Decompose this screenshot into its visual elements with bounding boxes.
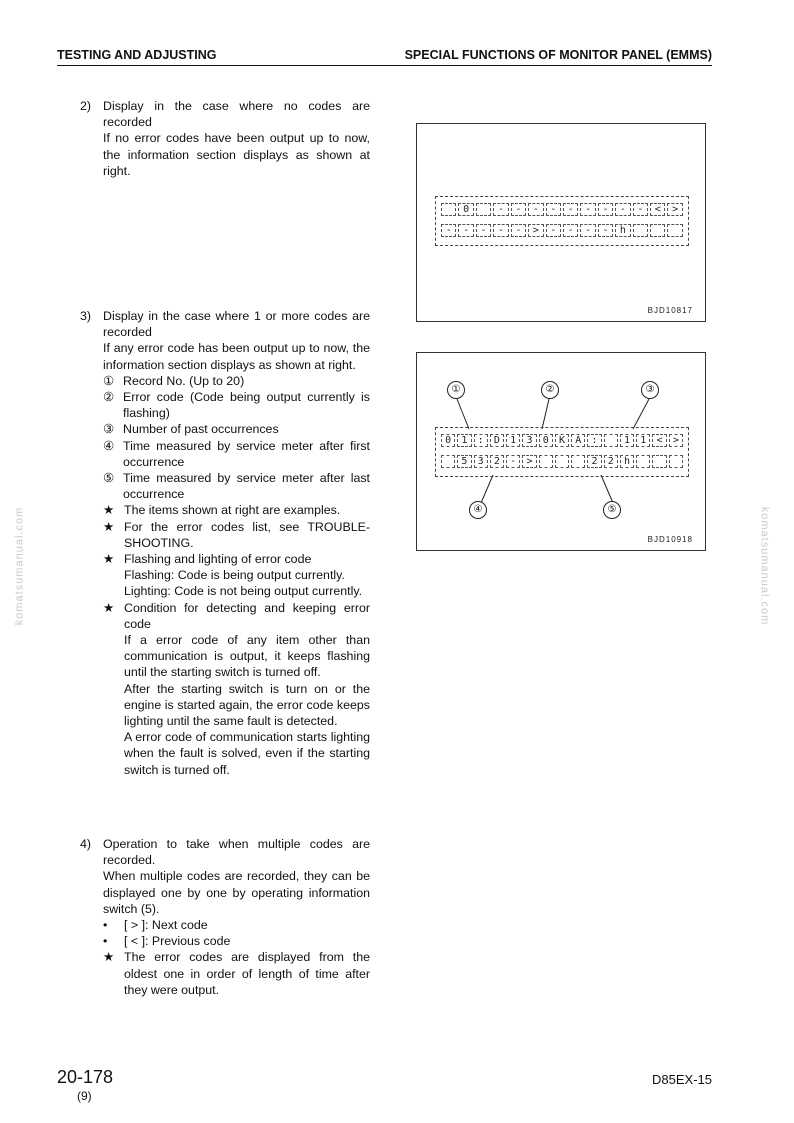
callout-3-icon: ③ (641, 381, 659, 399)
callout-4-icon: ④ (469, 501, 487, 519)
section-4 (80, 836, 370, 998)
lcd-cell: h (620, 455, 634, 468)
legend-item (103, 421, 370, 437)
legend-text: Time measured by service meter after last occurrence (123, 471, 370, 502)
lcd-cell (539, 455, 553, 468)
header-rule (57, 65, 712, 66)
lcd-cell: K (555, 434, 569, 447)
figure-codes-recorded (416, 352, 706, 551)
note-text: The error codes are displayed from the oldest one in order of length of time after they were output. (124, 950, 370, 997)
section-4-number: 4) (80, 837, 92, 851)
lcd-cell: - (511, 224, 526, 237)
bullet-icon: • (103, 918, 108, 933)
lcd-cell: - (493, 203, 508, 216)
lcd-cell: : (587, 434, 601, 447)
lcd-cell: - (598, 224, 613, 237)
callout-3-icon: ③ (103, 422, 115, 437)
lcd-cell: 2 (604, 455, 618, 468)
note-text: For the error codes list, see TROUBLE-SHOOTING. (124, 519, 370, 550)
figure-code: BJD10817 (647, 306, 693, 315)
note-item (103, 519, 370, 551)
lcd-cell: - (615, 203, 630, 216)
bullet-item (103, 917, 370, 933)
lcd-cell: - (633, 203, 648, 216)
lcd-cell: - (580, 203, 595, 216)
lcd-cell: < (650, 203, 665, 216)
lcd-cell: - (493, 224, 508, 237)
star-icon: ★ (103, 600, 115, 615)
star-icon: ★ (103, 552, 115, 567)
flash-note-line1: Flashing: Code is being output currently. (124, 568, 345, 583)
lcd-cell (652, 455, 666, 468)
lcd-cell: < (652, 434, 666, 447)
lcd-cell: 3 (522, 434, 536, 447)
lcd-cell (571, 455, 585, 468)
lcd-cell: 2 (490, 455, 504, 468)
watermark-right: komatsumanual.com (758, 506, 771, 626)
callout-2-icon: ② (541, 381, 559, 399)
note-item (103, 949, 370, 998)
lcd-cell: 1 (457, 434, 471, 447)
flash-note-title: Flashing and lighting of error code (124, 552, 312, 567)
callout-5-icon: ⑤ (103, 471, 115, 486)
lcd-cell: 0 (539, 434, 553, 447)
lcd-cell: > (522, 455, 536, 468)
legend-text: Time measured by service meter after first occurrence (123, 438, 370, 469)
lcd-cell (441, 455, 455, 468)
lcd-cell (555, 455, 569, 468)
legend-item (103, 389, 370, 421)
section-2 (80, 98, 370, 179)
figure-code: BJD10918 (647, 535, 693, 544)
lcd-cell: 1 (636, 434, 650, 447)
lcd-row-1 (440, 203, 684, 216)
lcd-cell: - (506, 455, 520, 468)
lcd-cell: - (563, 224, 578, 237)
detect-note-title: Condition for detecting and keeping error code (124, 600, 370, 631)
legend-text: Error code (Code being output currently is flashing) (123, 390, 370, 421)
lcd-cell: h (615, 224, 630, 237)
header-section-title: TESTING AND ADJUSTING (57, 48, 217, 62)
section-2-title: Display in the case where no codes are recorded (103, 99, 370, 130)
header-chapter-title: SPECIAL FUNCTIONS OF MONITOR PANEL (EMMS) (404, 48, 712, 62)
section-2-text: If no error codes have been output up to now, the information section displays as shown at right. (103, 131, 370, 178)
lcd-cell: - (528, 203, 543, 216)
lcd-cell (441, 203, 456, 216)
model-number: D85EX-15 (652, 1072, 712, 1087)
legend-item (103, 470, 370, 502)
lcd-cell: 3 (474, 455, 488, 468)
section-4-title: Operation to take when multiple codes are recorded. (103, 837, 370, 868)
callout-4-icon: ④ (103, 438, 115, 453)
lcd-row-1 (440, 434, 684, 447)
legend-item (103, 373, 370, 389)
lcd-row-2 (440, 455, 684, 468)
legend-text: Record No. (Up to 20) (123, 373, 245, 388)
detect-note-para3: A error code of communication starts lighting when the fault is solved, even if the starting switch is turned off. (124, 730, 370, 777)
detect-note-para2: After the starting switch is turn on or the engine is started again, the error code keeps lighting until the same fault is detected. (124, 681, 370, 729)
callout-5-icon: ⑤ (603, 501, 621, 519)
lcd-row-2 (440, 224, 684, 237)
star-icon: ★ (103, 950, 115, 965)
lcd-cell: 1 (620, 434, 634, 447)
lcd-cell (636, 455, 650, 468)
section-3 (80, 308, 370, 778)
note-text: The items shown at right are examples. (124, 503, 341, 518)
lcd-cell: - (476, 224, 491, 237)
section-3-number: 3) (80, 309, 92, 323)
lcd-cell: - (511, 203, 526, 216)
callout-1-icon: ① (447, 381, 465, 399)
lcd-cell (633, 224, 648, 237)
lcd-cell: 5 (457, 455, 471, 468)
bullet-icon: • (103, 934, 108, 949)
detect-note-para1: If a error code of any item other than communication is output, it keeps flashing until the starting switch is turned off. (124, 633, 370, 680)
watermark-left: komatsumanual.com (13, 506, 26, 626)
lcd-cell: - (580, 224, 595, 237)
flash-note (103, 551, 370, 600)
star-icon: ★ (103, 503, 115, 518)
lcd-cell: 1 (506, 434, 520, 447)
section-4-text: When multiple codes are recorded, they can be displayed one by one by operating information switch (5). (103, 869, 370, 916)
lcd-cell: > (528, 224, 543, 237)
callout-2-icon: ② (103, 390, 115, 405)
lcd-cell (667, 224, 682, 237)
callout-1-icon: ① (103, 373, 115, 388)
lcd-cell: : (474, 434, 488, 447)
section-3-title: Display in the case where 1 or more codes are recorded (103, 309, 370, 340)
lcd-cell: 0 (441, 434, 455, 447)
lcd-cell: > (667, 203, 682, 216)
detect-note (103, 600, 370, 778)
bullet-text: [ < ]: Previous code (124, 934, 231, 949)
lcd-cell: > (669, 434, 683, 447)
legend-item (103, 438, 370, 470)
lcd-cell (476, 203, 491, 216)
flash-note-line2: Lighting: Code is not being output currently. (124, 584, 363, 599)
lcd-cell: - (441, 224, 456, 237)
figure-no-codes (416, 123, 706, 322)
section-2-number: 2) (80, 99, 92, 113)
lcd-cell (669, 455, 683, 468)
lcd-cell: 2 (587, 455, 601, 468)
star-icon: ★ (103, 519, 115, 534)
section-3-text: If any error code has been output up to now, the information section displays as shown at right. (103, 341, 370, 372)
bullet-item (103, 933, 370, 949)
lcd-cell: - (546, 203, 561, 216)
lcd-display (435, 196, 689, 246)
lcd-cell (604, 434, 618, 447)
note-item (103, 502, 370, 518)
legend-text: Number of past occurrences (123, 422, 279, 437)
lcd-cell: A (571, 434, 585, 447)
lcd-cell (650, 224, 665, 237)
lcd-cell: - (598, 203, 613, 216)
lcd-cell: D (490, 434, 504, 447)
bullet-text: [ > ]: Next code (124, 918, 208, 933)
lcd-display (435, 427, 689, 477)
page-number: 20-178 (57, 1067, 114, 1087)
lcd-cell: - (546, 224, 561, 237)
page-revision: (9) (77, 1089, 92, 1103)
lcd-cell: 0 (458, 203, 473, 216)
lcd-cell: - (458, 224, 473, 237)
lcd-cell: - (563, 203, 578, 216)
